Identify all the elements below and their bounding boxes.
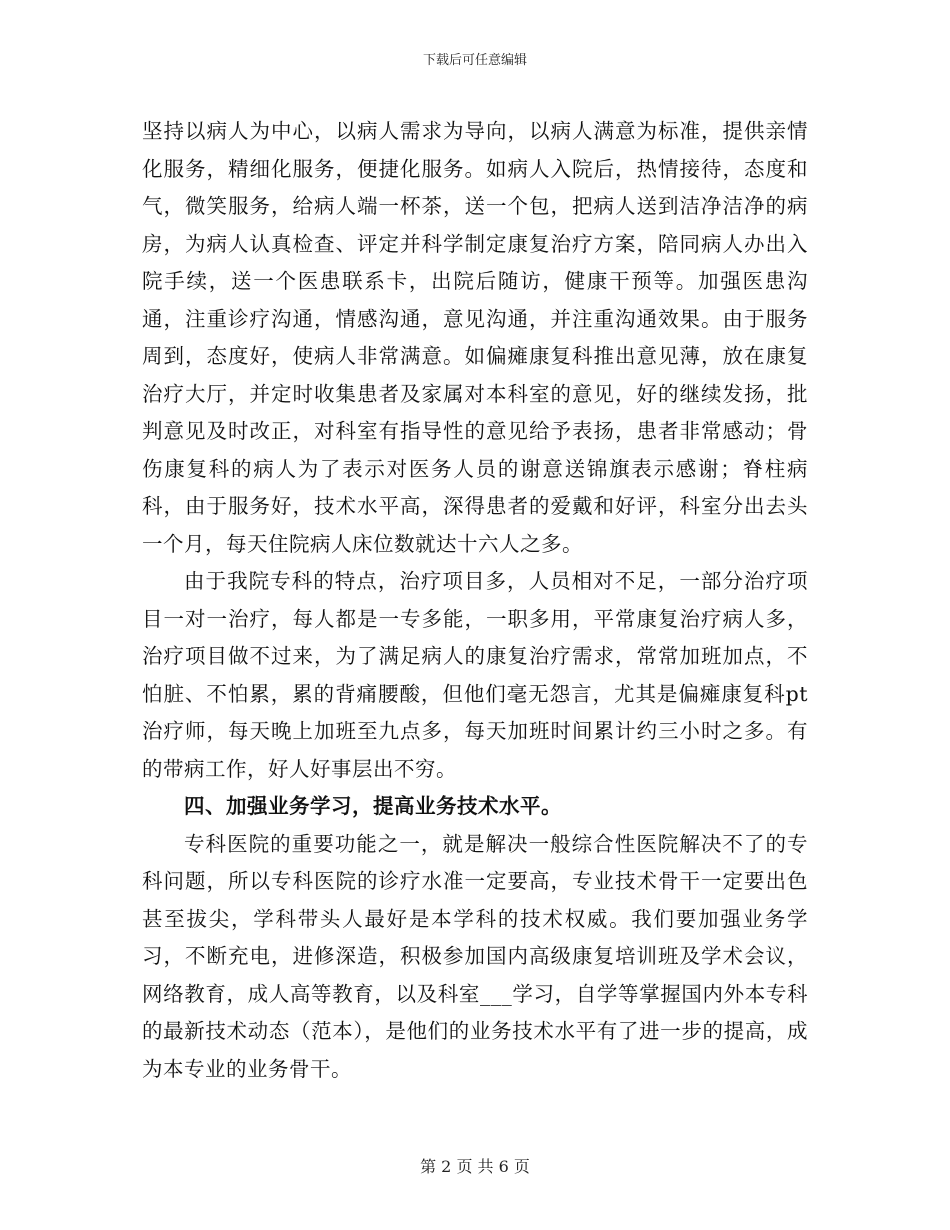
document-body	[142, 113, 808, 1088]
paragraph-overtime: 由于我院专科的特点，治疗项目多，人员相对不足，一部分治疗项目一对一治疗，每人都是一专多能，一职多用，平常康复治疗病人多，治疗项目做不过来，为了满足病人的康复治疗需求，常常加班加点，不怕脏、不怕累，累的背痛腰酸，但他们毫无怨言，尤其是偏瘫康复科pt治疗师，每天晚上加班至九点多，每天加班时间累计约三小时之多。有的带病工作，好人好事层出不穷。	[142, 569, 808, 781]
paragraph-business-study: 专科医院的重要功能之一，就是解决一般综合性医院解决不了的专科问题，所以专科医院的诊疗水准一定要高，专业技术骨干一定要出色甚至拔尖，学科带头人最好是本学科的技术权威。我们要加强业务学习，不断充电，进修深造，积极参加国内高级康复培训班及学术会议，网络教育，成人高等教育，以及科室___学习，自学等掌握国内外本专科的最新技术动态（范本），是他们的业务技术水平有了进一步的提高，成为本专业的业务骨干。	[142, 831, 808, 1081]
paragraph-service: 坚持以病人为中心，以病人需求为导向，以病人满意为标准，提供亲情化服务，精细化服务，便捷化服务。如病人入院后，热情接待，态度和气，微笑服务，给病人端一杯茶，送一个包，把病人送到洁净洁净的病房，为病人认真检查、评定并科学制定康复治疗方案，陪同病人办出入院手续，送一个医患联系卡，出院后随访，健康干预等。加强医患沟通，注重诊疗沟通，情感沟通，意见沟通，并注重沟通效果。由于服务周到，态度好，使病人非常满意。如偏瘫康复科推出意见薄，放在康复治疗大厅，并定时收集患者及家属对本科室的意见，好的继续发扬，批判意见及时改正，对科室有指导性的意见给予表扬，患者非常感动；骨伤康复科的病人为了表示对医务人员的谢意送锦旗表示感谢；脊柱病科，由于服务好，技术水平高，深得患者的爱戴和好评，科室分出去头一个月，每天住院病人床位数就达十六人之多。	[142, 119, 808, 556]
page-footer: 第 2 页 共 6 页	[420, 1157, 530, 1176]
page-header: 下载后可任意编辑	[422, 53, 527, 68]
section-heading: 四、加强业务学习，提高业务技术水平。	[184, 794, 562, 818]
